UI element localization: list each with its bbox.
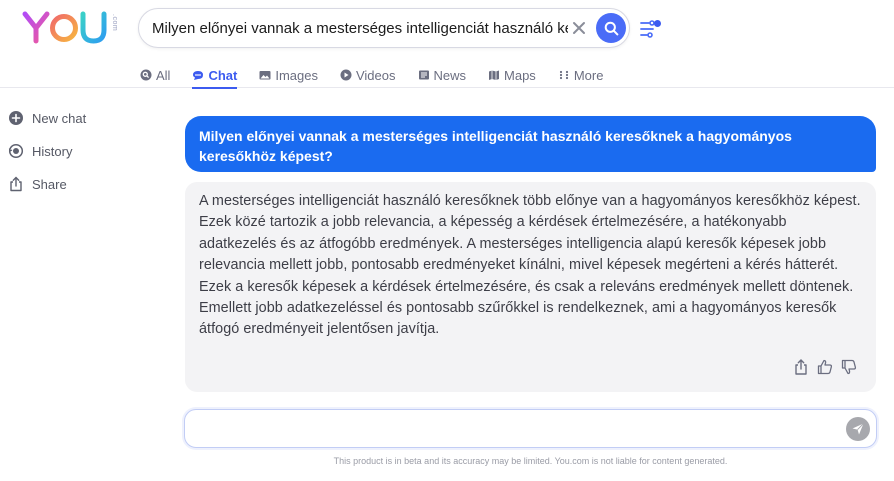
tab-all[interactable]: [140, 62, 170, 88]
you-logo[interactable]: [22, 10, 118, 46]
tab-videos[interactable]: [340, 62, 396, 88]
send-button[interactable]: [846, 417, 870, 441]
search-bar: [138, 8, 630, 48]
newspaper-icon: [418, 69, 430, 81]
sidebar-item-label: Share: [32, 176, 67, 192]
history-icon: [8, 143, 24, 159]
map-icon: [488, 69, 500, 81]
tab-label: Images: [275, 67, 318, 83]
sidebar-item-label: New chat: [32, 110, 87, 126]
search-tabs: [140, 62, 625, 88]
user-question-bubble: Milyen előnyei vannak a mesterséges intelligenciát használó keresőknek a hagyományos keresőkhöz képest?: [185, 116, 876, 172]
sidebar-item-share[interactable]: [8, 174, 67, 194]
play-icon: [340, 69, 352, 81]
search-icon: [140, 69, 152, 81]
thumbs-up-icon[interactable]: [816, 358, 834, 376]
answer-text: A mesterséges intelligenciát használó keresőknek több előnye van a hagyományos keresőkhöz képest. Ezek közé tartozik a jobb relevancia, a képesség a kérdések értelmezésére, a hatékonyabb adatkezelés és az átfogóbb eredmények. A mesterséges intelligencia alapú keresők képesek jobb relevancia mellett jobb, pontosabb eredményeket kínálni, mivel képesek megérteni a kérés hátterét. Ezek a keresők képesek a kérdések értelmezésére, és csak a releváns eredmények mellett döntenek. Emellett jobb adatkezeléssel és pontosabb szűrőkkel is rendelkeznek, ami a hagyományos keresők átfogó eredményeit jelentősen javítja.: [199, 193, 861, 338]
image-icon: [259, 69, 271, 81]
plus-circle-icon: [8, 110, 24, 126]
tab-label: Videos: [355, 67, 396, 83]
sidebar-item-history[interactable]: [8, 141, 72, 161]
search-input[interactable]: [152, 20, 568, 37]
chat-composer: [184, 409, 877, 448]
tab-maps[interactable]: [488, 62, 536, 88]
share-icon[interactable]: [792, 358, 810, 376]
answer-actions: [786, 358, 858, 376]
send-icon: [851, 422, 865, 436]
tab-label: Chat: [208, 67, 238, 83]
disclaimer-text: This product is in beta and its accuracy may be limited. You.com is not liable for content generated.: [333, 456, 728, 466]
tab-images[interactable]: [259, 62, 318, 88]
chat-input[interactable]: [197, 419, 837, 439]
share-icon: [8, 176, 24, 192]
tab-label: News: [433, 67, 467, 83]
search-icon: [604, 21, 619, 36]
top-header: [0, 0, 894, 88]
sidebar-item-new-chat[interactable]: [8, 108, 86, 128]
search-button[interactable]: [596, 13, 626, 43]
sidebar-item-label: History: [32, 143, 73, 159]
tab-label: Maps: [504, 67, 536, 83]
answer-card: [185, 182, 876, 392]
tab-more[interactable]: [558, 62, 604, 88]
tab-news[interactable]: [418, 62, 467, 88]
chat-icon: [192, 69, 204, 81]
clear-search-icon[interactable]: [570, 19, 588, 37]
tab-label: All: [156, 67, 171, 83]
thumbs-down-icon[interactable]: [840, 358, 858, 376]
tab-chat[interactable]: [192, 62, 237, 88]
filter-settings-icon[interactable]: [640, 18, 662, 38]
tab-label: More: [573, 67, 604, 83]
dots-icon: [558, 69, 570, 81]
you-logo-mark: [22, 10, 110, 44]
logo-suffix: .com: [111, 14, 118, 32]
